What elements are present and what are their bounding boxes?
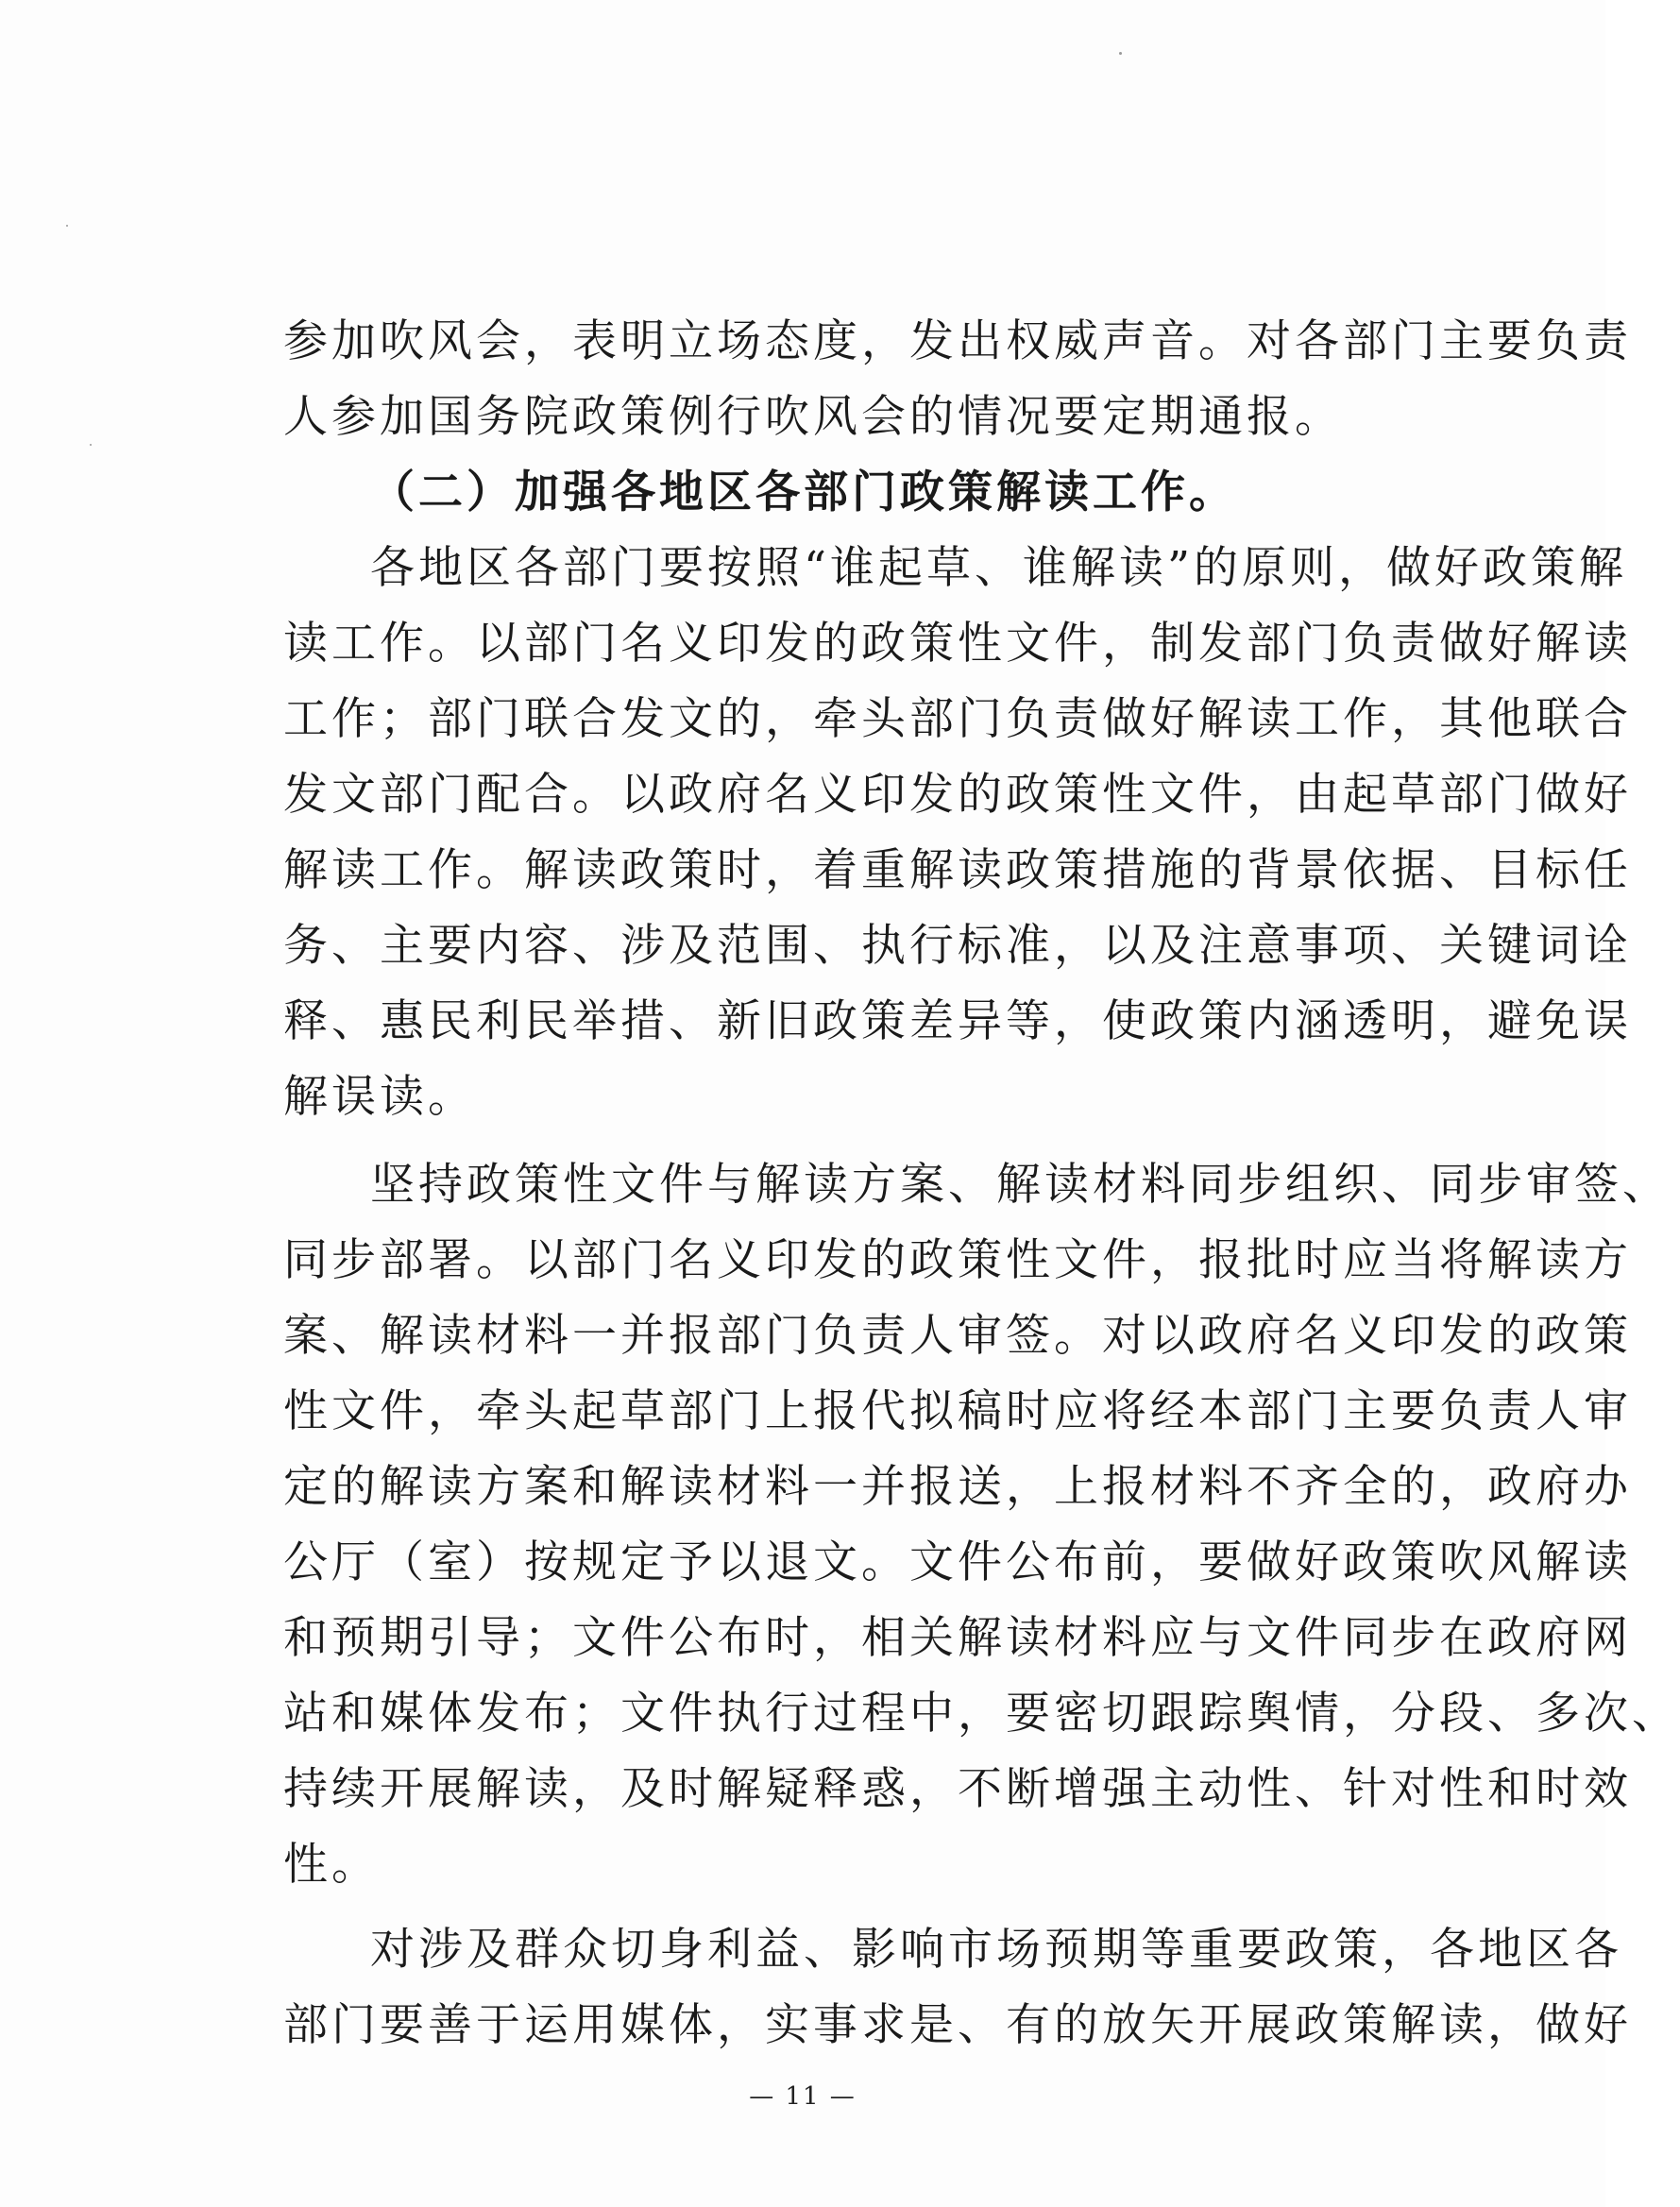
body-line-13: 同步部署。以部门名义印发的政策性文件，报批时应当将解读方 (283, 1234, 1632, 1286)
scan-speck (66, 225, 68, 227)
body-line-12: 坚持政策性文件与解读方案、解读材料同步组织、同步审签、 (370, 1159, 1671, 1211)
scan-speck (90, 444, 92, 446)
body-line-6: 工作；部门联合发文的，牵头部门负责做好解读工作，其他联合 (283, 693, 1632, 745)
section-heading: （二）加强各地区各部门政策解读工作。 (370, 467, 1237, 518)
body-line-8: 解读工作。解读政策时，着重解读政策措施的背景依据、目标任 (283, 844, 1632, 896)
body-line-1: 参加吹风会，表明立场态度，发出权威声音。对各部门主要负责 (283, 315, 1632, 367)
body-line-18: 和预期引导；文件公布时，相关解读材料应与文件同步在政府网 (283, 1612, 1632, 1664)
body-line-23: 部门要善于运用媒体，实事求是、有的放矢开展政策解读，做好 (283, 1999, 1632, 2051)
body-line-7: 发文部门配合。以政府名义印发的政策性文件，由起草部门做好 (283, 769, 1632, 821)
body-line-17: 公厅（室）按规定予以退文。文件公布前，要做好政策吹风解读 (283, 1536, 1632, 1588)
body-line-22: 对涉及群众切身利益、影响市场预期等重要政策，各地区各 (370, 1924, 1622, 1976)
body-line-21: 性。 (283, 1839, 380, 1891)
page-number: — 11 — (749, 2082, 857, 2111)
body-line-14: 案、解读材料一并报部门负责人审签。对以政府名义印发的政策 (283, 1310, 1632, 1362)
body-line-2: 人参加国务院政策例行吹风会的情况要定期通报。 (283, 391, 1343, 443)
body-line-19: 站和媒体发布；文件执行过程中，要密切跟踪舆情，分段、多次、 (283, 1688, 1680, 1740)
body-line-9: 务、主要内容、涉及范围、执行标准，以及注意事项、关键词诠 (283, 920, 1632, 972)
body-line-11: 解误读。 (283, 1071, 476, 1123)
scan-speck (1119, 52, 1122, 55)
body-line-5: 读工作。以部门名义印发的政策性文件，制发部门负责做好解读 (283, 618, 1632, 670)
body-line-4: 各地区各部门要按照“谁起草、谁解读”的原则，做好政策解 (370, 542, 1628, 594)
body-line-20: 持续开展解读，及时解疑释惑，不断增强主动性、针对性和时效 (283, 1763, 1632, 1815)
body-line-10: 释、惠民利民举措、新旧政策差异等，使政策内涵透明，避免误 (283, 995, 1632, 1047)
body-line-16: 定的解读方案和解读材料一并报送，上报材料不齐全的，政府办 (283, 1461, 1632, 1513)
body-line-15: 性文件，牵头起草部门上报代拟稿时应将经本部门主要负责人审 (283, 1385, 1632, 1437)
